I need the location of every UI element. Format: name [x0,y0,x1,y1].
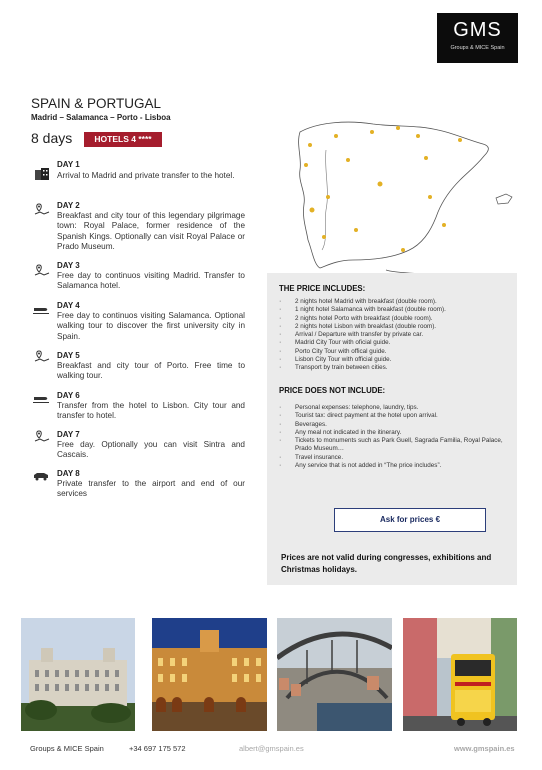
list-item: · 1 night hotel Salamanca with breakfast (double room). [279,306,509,314]
car-icon [33,470,49,482]
price-box [267,273,517,585]
iberia-map [278,100,523,280]
photo-madrid-royal-palace [21,618,135,731]
trip-title: SPAIN & PORTUGAL [31,96,162,111]
price-note: Prices are not valid during congresses, exhibitions and Christmas holidays. [281,553,492,574]
day-3-text: Free day to continuos visiting Madrid. Transfer to Salamanca hotel. [57,271,245,291]
photo-salamanca-plaza-mayor [152,618,267,731]
list-item: · Tourist tax: direct payment at the hotel upon arrival. [279,412,509,420]
list-item: · 2 nights hotel Porto with breakfast (double room). [279,315,509,323]
train-icon [33,392,49,404]
day-6-title: DAY 6 [57,391,80,400]
list-item: · Porto City Tour with offical guide. [279,348,509,356]
trip-duration: 8 days [31,130,73,146]
list-item: · Any meal not indicated in the itinerary. [279,429,509,437]
photo-lisbon-tram [403,618,517,731]
gms-logo [437,13,518,63]
city-dots [304,126,462,252]
day-1-title: DAY 1 [57,160,80,169]
day-8-text: Private transfer to the airport and end of our services [57,479,245,499]
list-item: · 2 nights hotel Madrid with breakfast (double room). [279,298,509,306]
list-item: · Madrid City Tour with oficial guide. [279,339,509,347]
day-5-title: DAY 5 [57,351,80,360]
day-8-title: DAY 8 [57,469,80,478]
footer-company: Groups & MICE Spain [30,744,104,753]
day-7-title: DAY 7 [57,430,80,439]
building-icon [34,168,50,180]
day-4-title: DAY 4 [57,301,80,310]
list-item: · Arrival / Departure with transfer by private car. [279,331,509,339]
logo-subtitle: Groups & MICE Spain [450,45,505,51]
list-item: · Travel insurance. [279,454,509,462]
list-item: · Any service that is not added in “The price includes”. [279,462,509,470]
list-item: · Beverages. [279,421,509,429]
day-7-text: Free day. Optionally you can visit Sintra and Cascais. [57,440,245,460]
portugal-border [322,150,327,250]
excludes-heading: PRICE DOES NOT INCLUDE: [279,386,386,395]
day-2-title: DAY 2 [57,201,80,210]
footer-email[interactable]: albert@gmspain.es [239,744,304,753]
day-2-text: Breakfast and city tour of this legendary pilgrimage town: Royal Palace, former residence of the Spanish Kings. Optionally can visit Royal Palace or Prado Museum. [57,211,245,252]
day-5-text: Breakfast and city tour of Porto. Free time to walking tour. [57,361,245,381]
hotel-badge: HOTELS 4 **** [84,132,162,147]
footer-phone: +34 697 175 572 [129,744,186,753]
map-pin-icon [34,430,50,442]
balearic-islands [496,194,512,204]
list-item: · 2 nights hotel Lisbon with breakfast (double room). [279,323,509,331]
footer-website[interactable]: www.gmspain.es [454,744,515,753]
day-6-text: Transfer from the hotel to Lisbon. City tour and transfer to hotel. [57,401,245,421]
list-item: · Transport by train between cities. [279,364,509,372]
day-3-title: DAY 3 [57,261,80,270]
day-4-text: Free day to continuos visiting Salamanca. Optional walking tour to discover the first university city in Spain. [57,311,245,341]
trip-route: Madrid – Salamanca – Porto - Lisboa [31,113,171,122]
ask-for-prices-button[interactable]: Ask for prices € [334,508,486,532]
map-pin-icon [34,350,50,362]
day-1-text: Arrival to Madrid and private transfer to the hotel. [57,171,235,180]
list-item: · Lisbon City Tour with official guide. [279,356,509,364]
train-icon [33,303,49,315]
includes-list [279,298,509,373]
includes-heading: THE PRICE INCLUDES: [279,284,366,293]
list-item: · Tickets to monuments such as Park Guell, Sagrada Familia, Royal Palace, Prado Museum… [279,437,509,454]
logo-title: GMS [453,19,502,41]
list-item: · Personal expenses: telephone, laundry, tips. [279,404,509,412]
map-pin-icon [34,203,50,215]
photo-porto-bridge [277,618,392,731]
map-pin-icon [34,264,50,276]
excludes-list [279,404,509,470]
